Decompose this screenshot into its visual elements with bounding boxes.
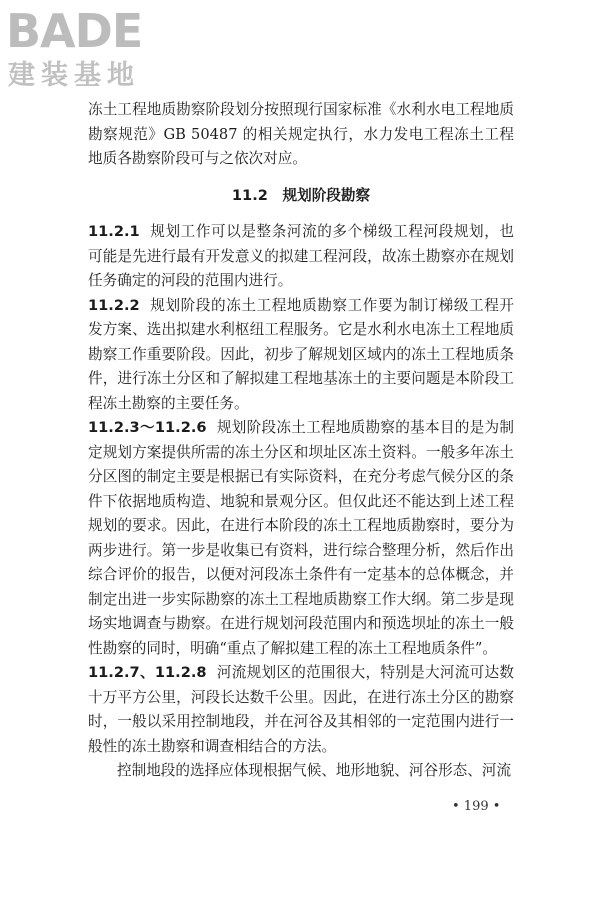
section-title: 11.2 规划阶段勘察 xyxy=(231,186,371,204)
clause-text: 规划阶段冻土工程地质勘察的基本目的是为制定规划方案提供所需的冻土分区和坝址区冻土资料。一般多年冻土分区图的制定主要是根据已有实际资料，在充分考虑气候分区的条件下依据地质构造、地貌和景观分区。但仅此还不能达到上述工程规划的要求。因此，在进行本阶段的冻土工程地质勘察时，要分为两步进行。第一步是收集已有资料，进行综合整理分析，然后作出综合评价的报告，以便对河段冻土条件有一定基本的总体概念，并制定出进一步实际勘察的冻土工程地质勘察工作大纲。第二步是现场实地调查与勘察。在进行规划河段范围内和预选坝址的冻土一般性勘察的同时，明确“重点了解拟建工程的冻土工程地质条件”。 xyxy=(88,419,514,657)
clause-text: 规划阶段的冻土工程地质勘察工作要为制订梯级工程开发方案、选出拟建水利枢纽工程服务。它是水利水电冻土工程地质勘察工作重要阶段。因此，初步了解规划区域内的冻土工程地质条件，进行冻土分区和了解拟建工程地基冻土的主要问题是本阶段工程冻土勘察的主要任务。 xyxy=(88,296,514,412)
paragraph-intro xyxy=(88,98,514,172)
clause-number: 11.2.3～11.2.6 xyxy=(88,419,207,436)
page-number: • 199 • xyxy=(452,799,501,814)
clause-paragraph xyxy=(88,661,514,759)
logo xyxy=(6,6,176,96)
paragraph-text: 控制地段的选择应体现根据气候、地形地貌、河谷形态、河流 xyxy=(117,762,512,779)
logo-subtitle: 建装基地 xyxy=(8,60,140,91)
clause-text: 规划工作可以是整条河流的多个梯级工程河段规划，也可能是先进行最有开发意义的拟建工程河段，故冻土勘察亦在规划任务确定的河段的范围内进行。 xyxy=(88,223,514,289)
clause-paragraph xyxy=(88,220,514,294)
document-body xyxy=(88,98,514,784)
paragraph-continuation xyxy=(88,759,514,784)
clause-text: 河流规划区的范围很大，特别是大河流可达数十万平方公里，河段长达数千公里。因此，在进行冻土分区的勘察时，一般以采用控制地段，并在河谷及其相邻的一定范围内进行一般性的冻土勘察和调查相结合的方法。 xyxy=(88,664,514,755)
clause-number: 11.2.7、11.2.8 xyxy=(88,664,207,681)
clause-number: 11.2.2 xyxy=(88,296,140,314)
paragraph-text: 冻土工程地质勘察阶段划分按照现行国家标准《水利水电工程地质勘察规范》GB 50487 的相关规定执行，水力发电工程冻土工程地质各勘察阶段可与之依次对应。 xyxy=(88,101,514,167)
clause-paragraph xyxy=(88,416,514,661)
logo-wordmark: BADE xyxy=(6,4,143,58)
clause-paragraph xyxy=(88,294,514,417)
clause-number: 11.2.1 xyxy=(88,223,140,240)
